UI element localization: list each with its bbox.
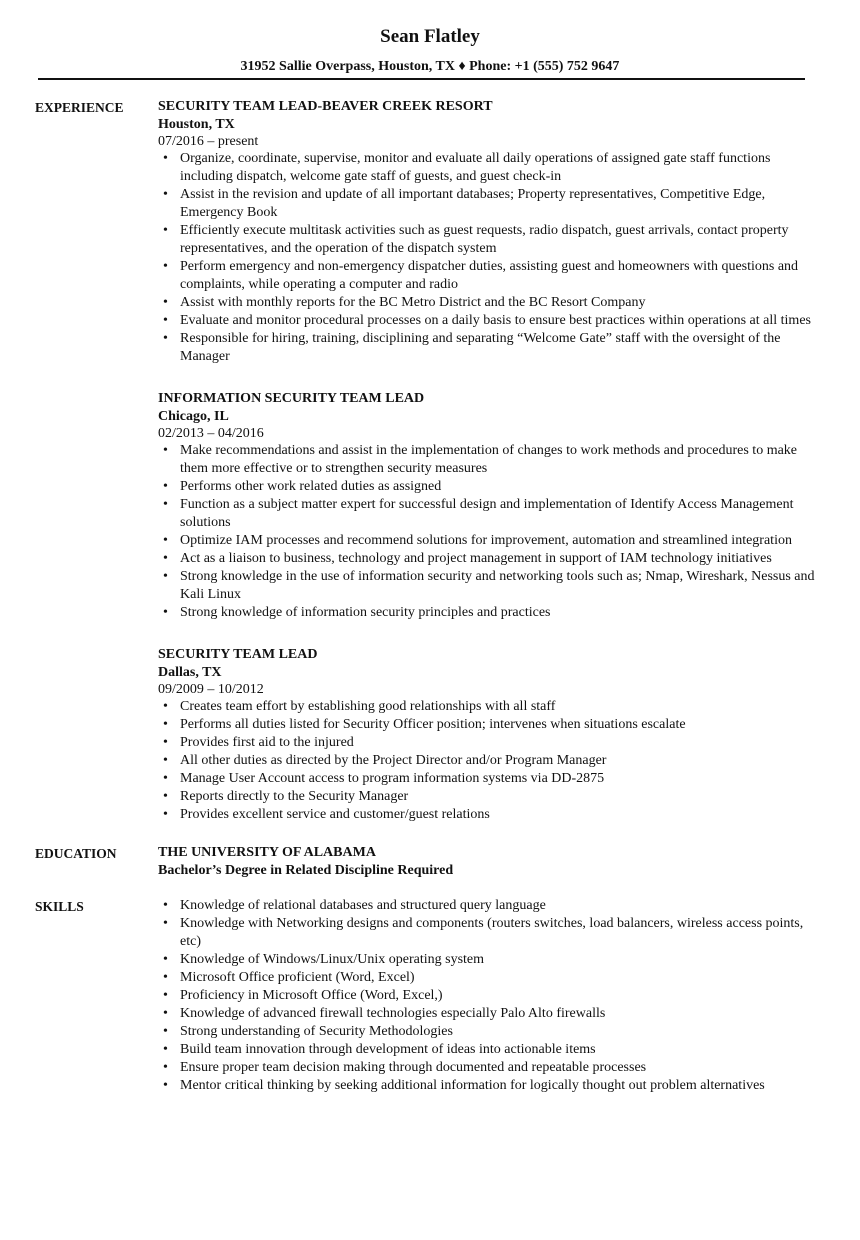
job-entry	[158, 646, 818, 824]
education-section	[0, 844, 860, 879]
job-title: SECURITY TEAM LEAD	[158, 647, 318, 662]
job-duties-list	[158, 442, 818, 622]
list-item: • Evaluate and monitor procedural processes on a daily basis to ensure best practices within operations at all times	[180, 312, 818, 330]
job-title: SECURITY TEAM LEAD-BEAVER CREEK RESORT	[158, 99, 493, 114]
contact-line: 31952 Sallie Overpass, Houston, TX ♦ Phone: +1 (555) 752 9647	[240, 59, 620, 74]
list-item: • Reports directly to the Security Manager	[180, 788, 818, 806]
list-item: • Knowledge with Networking designs and components (routers switches, load balancers, wireless access points, etc)	[180, 915, 818, 951]
resume-content	[0, 98, 860, 1095]
job-location: Dallas, TX	[158, 665, 222, 680]
list-item: • Provides excellent service and customer/guest relations	[180, 806, 818, 824]
candidate-name: Sean Flatley	[380, 26, 480, 47]
list-item: • Knowledge of relational databases and structured query language	[180, 897, 818, 915]
list-item: • Act as a liaison to business, technology and project management in support of IAM technology initiatives	[180, 550, 818, 568]
education-body	[158, 844, 818, 879]
job-dates: 07/2016 – present	[158, 134, 259, 149]
job-entry	[158, 98, 818, 366]
list-item: • Assist in the revision and update of all important databases; Property representatives, Competitive Edge, Emergency Book	[180, 186, 818, 222]
list-item: • Organize, coordinate, supervise, monitor and evaluate all daily operations of assigned gate staff functions including dispatch, welcome gate staff of guests, and guest check-in	[180, 150, 818, 186]
skills-list	[158, 897, 818, 1095]
list-item: • Microsoft Office proficient (Word, Excel)	[180, 969, 818, 987]
skills-body	[158, 897, 818, 1095]
job-title: INFORMATION SECURITY TEAM LEAD	[158, 391, 425, 406]
degree: Bachelor’s Degree in Related Discipline Required	[158, 863, 454, 878]
job-duties-list	[158, 698, 818, 824]
job-dates: 02/2013 – 04/2016	[158, 426, 264, 441]
job-dates: 09/2009 – 10/2012	[158, 682, 264, 697]
job-duties-list	[158, 150, 818, 366]
list-item: • Ensure proper team decision making through documented and repeatable processes	[180, 1059, 818, 1077]
list-item: • Efficiently execute multitask activities such as guest requests, radio dispatch, guest arrivals, contact property representatives, and the operation of the dispatch system	[180, 222, 818, 258]
skills-section	[0, 897, 860, 1095]
job-entry	[158, 390, 818, 622]
list-item: • Perform emergency and non-emergency dispatcher duties, assisting guest and homeowners with questions and complaints, while operating a computer and radio	[180, 258, 818, 294]
experience-section	[0, 98, 860, 824]
resume-header	[0, 26, 860, 48]
header-divider	[38, 78, 805, 80]
list-item: • Performs other work related duties as assigned	[180, 478, 818, 496]
list-item: • Mentor critical thinking by seeking additional information for logically thought out problem alternatives	[180, 1077, 818, 1095]
list-item: • Assist with monthly reports for the BC Metro District and the BC Resort Company	[180, 294, 818, 312]
list-item: • All other duties as directed by the Project Director and/or Program Manager	[180, 752, 818, 770]
experience-body	[158, 98, 818, 824]
list-item: • Build team innovation through development of ideas into actionable items	[180, 1041, 818, 1059]
section-label-education: EDUCATION	[35, 846, 117, 861]
job-location: Chicago, IL	[158, 409, 229, 424]
list-item: • Strong understanding of Security Methodologies	[180, 1023, 818, 1041]
section-label-skills: SKILLS	[35, 899, 84, 914]
list-item: • Make recommendations and assist in the implementation of changes to work methods and procedures to make them more effective or to strengthen security measures	[180, 442, 818, 478]
list-item: • Provides first aid to the injured	[180, 734, 818, 752]
school-name: THE UNIVERSITY OF ALABAMA	[158, 845, 376, 860]
list-item: • Optimize IAM processes and recommend solutions for improvement, automation and streamlined integration	[180, 532, 818, 550]
list-item: • Strong knowledge of information security principles and practices	[180, 604, 818, 622]
job-location: Houston, TX	[158, 117, 235, 132]
list-item: • Responsible for hiring, training, disciplining and separating “Welcome Gate” staff with the oversight of the Manager	[180, 330, 818, 366]
list-item: • Creates team effort by establishing good relationships with all staff	[180, 698, 818, 716]
list-item: • Knowledge of advanced firewall technologies especially Palo Alto firewalls	[180, 1005, 818, 1023]
section-label-experience: EXPERIENCE	[35, 100, 124, 115]
list-item: • Proficiency in Microsoft Office (Word, Excel,)	[180, 987, 818, 1005]
list-item: • Knowledge of Windows/Linux/Unix operating system	[180, 951, 818, 969]
list-item: • Manage User Account access to program information systems via DD-2875	[180, 770, 818, 788]
list-item: • Function as a subject matter expert for successful design and implementation of Identify Access Management solutions	[180, 496, 818, 532]
list-item: • Performs all duties listed for Security Officer position; intervenes when situations escalate	[180, 716, 818, 734]
list-item: • Strong knowledge in the use of information security and networking tools such as; Nmap, Wireshark, Nessus and Kali Linux	[180, 568, 818, 604]
